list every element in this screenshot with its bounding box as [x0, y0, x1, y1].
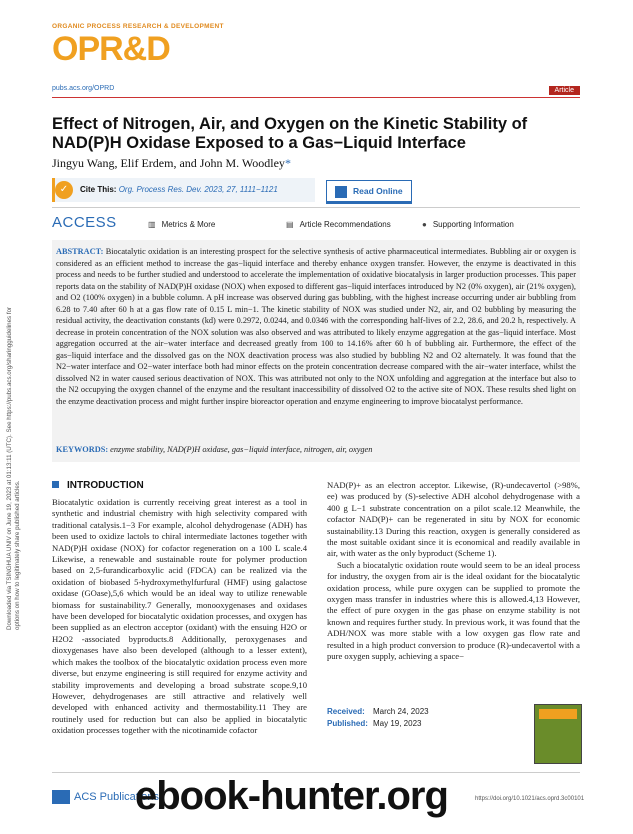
journal-logo: OPR&D — [52, 30, 170, 68]
journal-tagline: ORGANIC PROCESS RESEARCH & DEVELOPMENT — [52, 23, 224, 30]
supporting-info-link[interactable] — [422, 220, 514, 229]
read-online-button[interactable] — [326, 180, 412, 204]
access-label: ACCESS — [52, 214, 117, 231]
cite-icon: ✓ — [55, 181, 73, 199]
corresponding-author-mark[interactable]: * — [284, 156, 291, 170]
doi-link[interactable]: https://doi.org/10.1021/acs.oprd.3c00101 — [475, 796, 585, 802]
watermark: ebook-hunter.org — [135, 774, 448, 818]
keywords-text: enzyme stability, NAD(P)H oxidase, gas−liquid interface, nitrogen, air, oxygen — [110, 445, 373, 454]
keywords-label: KEYWORDS: — [56, 445, 109, 454]
intro-paragraph-3: Such a biocatalytic oxidation route would seem to be an ideal process for industry, the oxygen from air is the ideal oxidant for the biocatalytic oxidation process, while pure oxygen can be supplied to promote the oxygen mass transfer in industries where this is allowed.4,13 However, the effect of pure oxygen in the gas phase on enzyme stability is not known and requires further study. In previous work, it was found that the ADH/NOX was more stable with a low oxygen gas flow rate and resulted in a high product conversion to produce (R)-undecavertol with a pure oxygen supply, achieving a space− — [327, 559, 580, 662]
citation[interactable] — [80, 185, 278, 194]
cite-reference[interactable]: Org. Process Res. Dev. 2023, 27, 1111−1121 — [118, 185, 278, 194]
metrics-label: Metrics & More — [161, 220, 216, 229]
supporting-info-label: Supporting Information — [432, 220, 514, 229]
document-icon: ▤ — [286, 220, 294, 229]
published-label: Published: — [327, 719, 368, 728]
authors-text: Jingyu Wang, Elif Erdem, and John M. Woodley — [52, 156, 285, 170]
journal-url[interactable]: pubs.acs.org/OPRD — [52, 85, 115, 92]
bar-chart-icon: ▥ — [148, 220, 156, 229]
acs-label: ACS Publications — [74, 790, 159, 803]
paper-title: Effect of Nitrogen, Air, and Oxygen on the Kinetic Stability of NAD(P)H Oxidase Exposed to a Gas−Liquid Interface — [52, 115, 528, 152]
metrics-link[interactable] — [148, 220, 215, 229]
read-online-icon — [335, 186, 347, 198]
publication-dates — [327, 706, 527, 730]
author-list — [52, 156, 291, 171]
section-marker-icon — [52, 481, 59, 488]
download-notice-text: Downloaded via TSINGHUA UNIV on June 19, 2023 at 01:13:11 (UTC). See https://pubs.acs.org/sharingguidelines for options on how to legitimately share published articles. — [6, 306, 21, 630]
access-bar — [52, 214, 580, 236]
access-divider — [52, 207, 580, 208]
acs-logo-icon — [52, 790, 70, 804]
body-column-left — [52, 497, 307, 737]
keywords — [56, 445, 576, 454]
received-date: March 24, 2023 — [373, 707, 429, 716]
intro-heading: INTRODUCTION — [67, 480, 144, 491]
header-divider — [52, 97, 580, 98]
recommendations-link[interactable] — [286, 220, 391, 229]
body-column-right — [327, 480, 580, 663]
abstract-label: ABSTRACT: — [56, 247, 104, 256]
intro-paragraph-1: Biocatalytic oxidation is currently receiving great interest as a tool in synthetic and industrial chemistry with high selectivity compared with traditional catalysis.1−3 For example, alcohol dehydrogenase (ADH) has been used to oxidize lactols to chiral intermediate lactones together with NAD(P)H oxidase (NOX) for cofactor regeneration on a 100 L scale.4 Likewise, a renewable and sustainable route for polymer production based on 2,5-furandicarboxylic acid (FDCA) can be realized via the oxidation of biobased 5-hydroxymethylfurfural (HMF) using galactose oxidase (GOase),5,6 which would be an ideal way to utilize renewable biomass for sustainability.7 Generally, monooxygenases and oxidases have been developed for biocatalytic oxidation processes, and oxygen has been supplied as an electron acceptor (oxidant) with the ensuing H2O or H2O2 -associated byproducts.8 Additionally, peroxygenases and dioxygenases have also been developed (although to a lesser extent), which makes the toolbox of the biocatalytic oxidation process even more diverse, but enzyme engineering is still required for enzyme activity and stability improvements and developing a broad substrate scope.9,10 However, dehydrogenases are still attractive and relatively well developed with enhanced activity and thermostability.11 They are routinely used for reduction but can also be applied in biocatalytic oxidation processes together with the nicotinamide cofactor — [52, 497, 307, 736]
read-online-label: Read Online — [353, 186, 403, 196]
download-notice — [6, 300, 26, 630]
supporting-info-icon: ● — [422, 220, 427, 229]
received-label: Received: — [327, 707, 365, 716]
journal-cover-thumbnail — [534, 704, 582, 764]
intro-paragraph-2: NAD(P)+ as an electron acceptor. Likewise, (R)-undecavertol (>98%, ee) was produced by (S)-selective ADH alcohol dehydrogenase with a 400 g L−1 substrate concentration on a pilot scale.12 Meanwhile, the cofactor NAD(P)+ can be regenerated in situ by NOX for economic sustainability.13 During this reaction, oxygen is generally considered as the most suitable oxidant since it is economical and readily available in air, with water as the only byproduct (Scheme 1). — [327, 480, 580, 559]
abstract-text: Biocatalytic oxidation is an interesting prospect for the selective synthesis of active pharmaceutical intermediates. Bubbling air or oxygen is considered as an efficient method to increase the gas−liquid interface and thereby enhance oxygen transfer. However, the enzyme is deactivated in this process and needs to be further studied and understood to accelerate the implementation of oxidative biocatalysis in larger production processes. This paper reports data on the stability of NAD(P)H oxidase (NOX) when exposed to different gas−liquid interfaces introduced by N2 (0% oxygen), air (21% oxygen), and O2 (100% oxygen) in a bubble column. A pH increase was observed during gas bubbling, with the highest increase occurring under air bubbling from 6.28 to 7.40 after 60 h at a gas flow rate of 0.15 L min−1. The kinetic stability of NOX was studied under N2, air, and O2 bubbling by measuring the residual activity, the deactivation constants (kd) were 0.2972, 0.0244, and 0.0346 with the corresponding half-lives of 2.2, 28.6, and 20.2 h, respectively. A decrease in protein concentration of the NOX solution was also observed and was attributed to likely enzyme aggregation at the gas−liquid interface. Most aggregation occurred at the air−water interface and decreased greatly from 100 to 14.16% after 60 h of bubbling air. Furthermore, the effect of the gas−liquid interface and the dissolved gas on the NOX deactivation process was also studied by bubbling N2 and O2 alternately. It was found that the N2−water interface and O2−water interface both had minor effects on the protein concentration decrease compared with the air−water interface, whilst the dissolved N2 in water caused serious deactivation of NOX. This was attributed not only to the NOX unfolding and aggregation at the interface but also to the N2 occupying the oxygen channel of the enzyme and the resultant inaccessibility of dissolved O2 to the active site of NOX. These results shed light on the enzyme deactivation process and might further inspire bioreactor operation and enzyme engineering to improve biocatalyst performance. — [56, 247, 576, 406]
article-badge: Article — [549, 86, 580, 95]
abstract — [56, 246, 576, 407]
journal-brand — [52, 23, 224, 66]
footer-divider — [52, 772, 580, 773]
section-heading-introduction — [52, 480, 144, 491]
recommendations-label: Article Recommendations — [299, 220, 391, 229]
cite-label: Cite This: — [80, 185, 117, 194]
published-date: May 19, 2023 — [373, 719, 422, 728]
